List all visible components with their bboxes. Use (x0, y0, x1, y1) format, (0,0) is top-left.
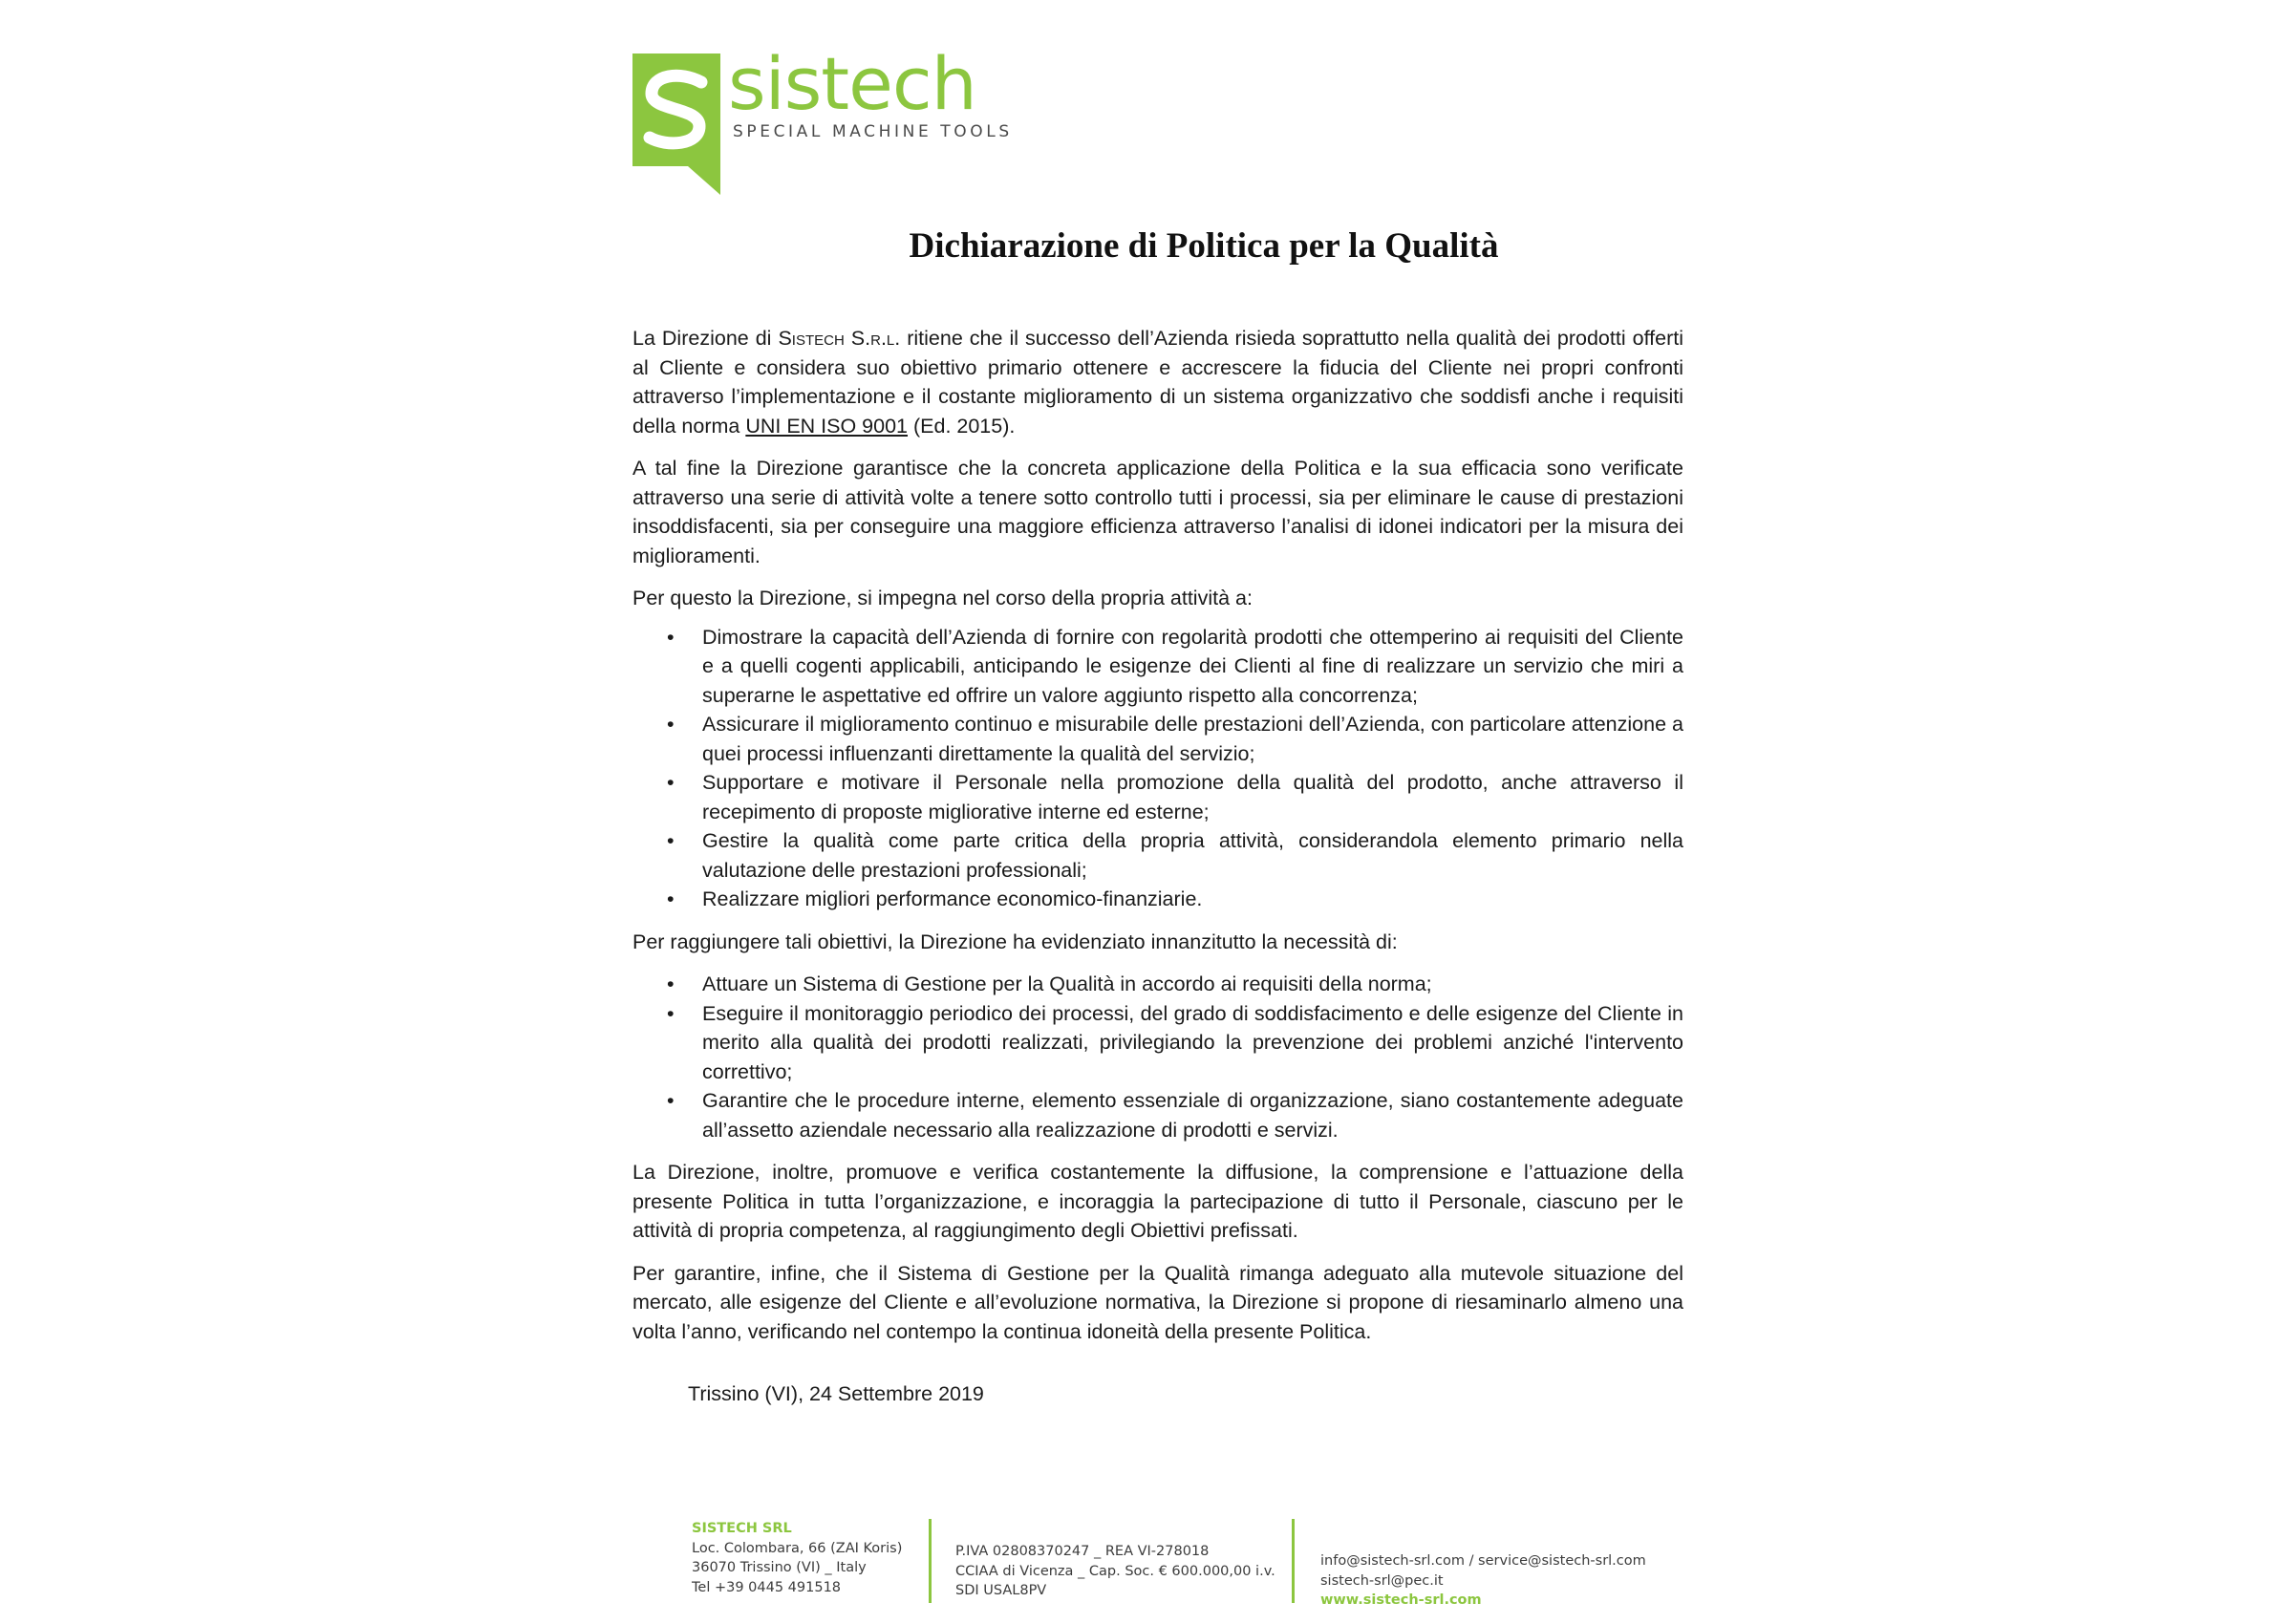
intro-text-b: ritiene che il successo dell’Azienda risieda soprattutto nella qualità dei prodotti offerti al Cliente e considera suo obiettivo primario ottenere e accrescere la fiducia del Cliente nei propri confronti attraverso l’implementazione e il costante miglioramento di un sistema organizzativo che soddisfi anche i requisiti della norma (632, 327, 1683, 438)
list-item: • Attuare un Sistema di Gestione per la Qualità in accordo ai requisiti della norma; (632, 970, 1683, 999)
list-item: • Realizzare migliori performance economico-finanziarie. (632, 885, 1683, 914)
bullet-icon: • (667, 972, 675, 995)
sistech-logo-mark-icon (632, 53, 728, 197)
footer-pec[interactable]: sistech-srl@pec.it (1320, 1572, 1444, 1589)
intro-text-c: (Ed. 2015). (908, 414, 1016, 438)
needs-intro: Per raggiungere tali obiettivi, la Direzione ha evidenziato innanzitutto la necessità di: (632, 930, 1398, 953)
list-item: • Assicurare il miglioramento continuo e misurabile delle prestazioni dell’Azienda, con particolare attenzione a quei processi influenzanti direttamente la qualità del servizio; (632, 710, 1683, 768)
commitments-list (632, 623, 1683, 914)
footer (0, 1519, 2293, 1608)
page-title: Dichiarazione di Politica per la Qualità (909, 226, 1499, 266)
footer-phone: Tel +39 0445 491518 (692, 1579, 842, 1595)
footer-address-line-2: 36070 Trissino (VI) _ Italy (692, 1560, 867, 1575)
bullet-icon: • (667, 625, 675, 649)
footer-address (692, 1519, 902, 1597)
footer-divider (1292, 1519, 1295, 1603)
list-item: • Garantire che le procedure interne, elemento essenziale di organizzazione, siano costantemente adeguate all’assetto aziendale necessario alla realizzazione di prodotti e servizi. (632, 1086, 1683, 1144)
bullet-icon: • (667, 713, 675, 736)
intro-text-a: La Direzione di (632, 327, 779, 350)
bullet-icon: • (667, 887, 675, 910)
list-item: • Eseguire il monitoraggio periodico dei processi, del grado di soddisfacimento e delle esigenze del Cliente in merito alla qualità dei prodotti realizzati, privilegiando la prevenzione dei problemi anziché l'intervento correttivo; (632, 999, 1683, 1087)
place-and-date: Trissino (VI), 24 Settembre 2019 (688, 1382, 984, 1405)
bullet-icon: • (667, 829, 675, 852)
list-item: • Supportare e motivare il Personale nella promozione della qualità del prodotto, anche attraverso il recepimento di proposte migliorative interne ed esterne; (632, 768, 1683, 826)
footer-divider (929, 1519, 932, 1603)
document-body (632, 324, 1683, 1359)
bullet-icon: • (667, 1001, 675, 1025)
closing-paragraph-2: Per garantire, infine, che il Sistema di Gestione per la Qualità rimanga adeguato alla mutevole situazione del mercato, alle esigenze del Cliente e all’evoluzione normativa, la Direzione si propone di riesaminarlo almeno una volta l’anno, verificando nel contempo la continua idoneità della presente Politica. (632, 1261, 1683, 1343)
footer-sdi: SDI USAL8PV (955, 1583, 1047, 1598)
intro-paragraph-1 (632, 324, 1683, 440)
needs-list (632, 970, 1683, 1144)
footer-emails[interactable]: info@sistech-srl.com / service@sistech-srl.com (1320, 1553, 1646, 1569)
footer-vat: P.IVA 02808370247 _ REA VI-278018 (955, 1544, 1210, 1559)
footer-address-line-1: Loc. Colombara, 66 (ZAI Koris) (692, 1540, 903, 1556)
iso-norm-reference: UNI EN ISO 9001 (745, 414, 909, 438)
footer-registry (955, 1542, 1275, 1601)
closing-paragraph-1: La Direzione, inoltre, promuove e verifica costantemente la diffusione, la comprensione e l’attuazione della presente Politica in tutta l’organizzazione, e incoraggia la partecipazione di tutto il Personale, ciascuno per le attività di propria competenza, al raggiungimento degli Obiettivi prefissati. (632, 1161, 1683, 1242)
bullet-icon: • (667, 771, 675, 794)
footer-contacts (1320, 1551, 1646, 1611)
footer-company: SISTECH SRL (692, 1521, 792, 1536)
intro-paragraph-2: A tal fine la Direzione garantisce che la concreta applicazione della Politica e la sua efficacia sono verificate attraverso una serie di attività volte a tenere sotto controllo tutti i processi, sia per eliminare le cause di prestazioni insoddisfacenti, sia per conseguire una maggiore efficienza attraverso l’analisi di idonei indicatori per la misura dei miglioramenti. (632, 457, 1683, 567)
intro-paragraph-3: Per questo la Direzione, si impegna nel corso della propria attività a: (632, 587, 1253, 609)
footer-website-link[interactable]: www.sistech-srl.com (1320, 1592, 1482, 1608)
footer-cciaa: CCIAA di Vicenza _ Cap. Soc. € 600.000,00 i.v. (955, 1563, 1275, 1579)
bullet-icon: • (667, 1089, 675, 1112)
list-item: • Gestire la qualità come parte critica della propria attività, considerandola elemento primario nella valutazione delle prestazioni professionali; (632, 826, 1683, 885)
list-item: • Dimostrare la capacità dell’Azienda di fornire con regolarità prodotti che ottemperino ai requisiti del Cliente e a quelli cogenti applicabili, anticipando le esigenze dei Clienti al fine di realizzare un servizio che miri a superarne le aspettative ed offrire un valore aggiunto rispetto alla concorrenza; (632, 623, 1683, 711)
company-name: Sistech S.r.l. (778, 327, 901, 350)
logo-wordmark: sistech (728, 41, 976, 126)
company-logo (632, 41, 1013, 197)
logo-tagline: SPECIAL MACHINE TOOLS (733, 122, 1013, 141)
